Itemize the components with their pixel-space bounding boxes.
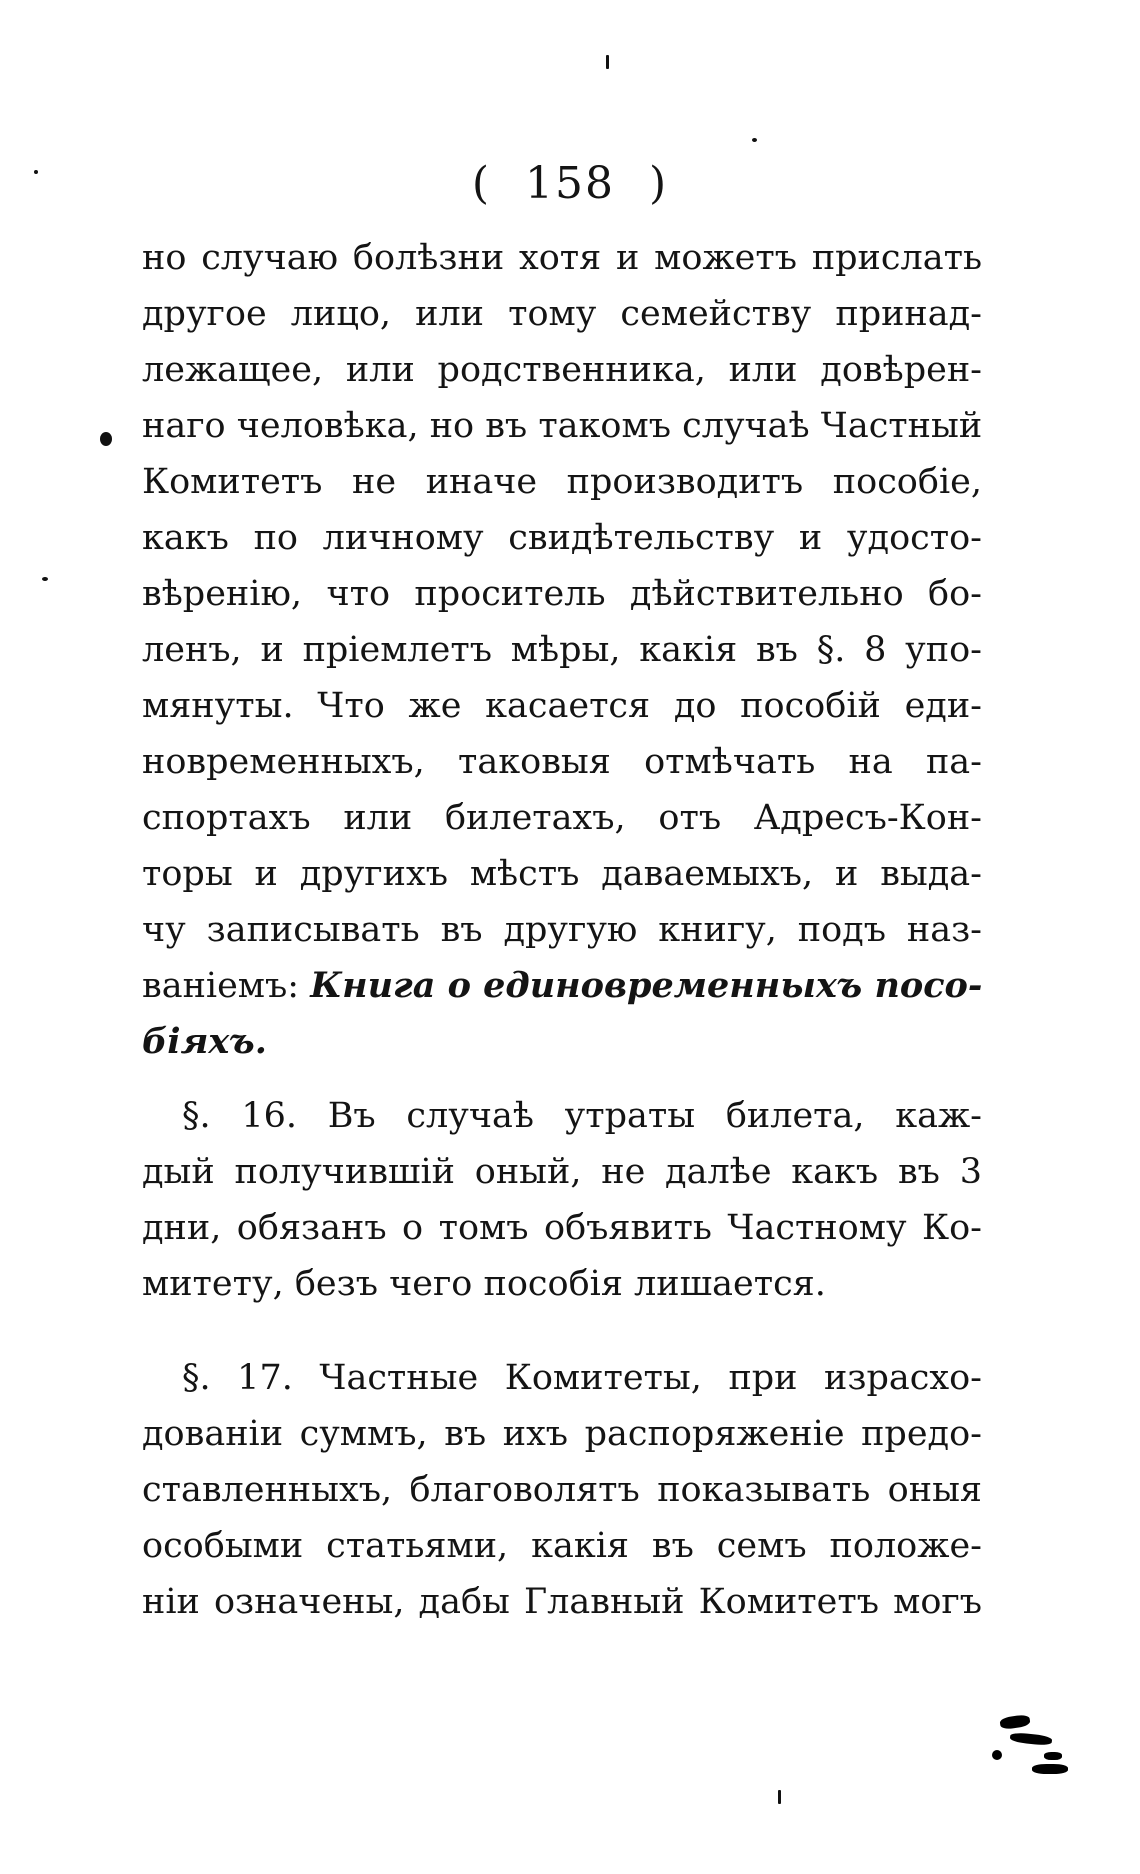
text-line: другое лицо, или тому семейству принад- [142, 294, 982, 334]
text-line: §. 16. Въ случаѣ утраты билета, каж- [182, 1096, 982, 1136]
text-line: новременныхъ, таковыя отмѣчать на па- [142, 742, 982, 782]
page-number: 158 [525, 158, 615, 209]
text-fragment: ваніемъ: [142, 966, 300, 1006]
text-line: наго человѣка, но въ такомъ случаѣ Частный [142, 406, 983, 446]
ink-smudge [992, 1750, 1002, 1760]
ink-smudge [1032, 1764, 1068, 1774]
text-line: §. 17. Частные Комитеты, при израсхо- [182, 1358, 982, 1398]
ink-smudge [1010, 1732, 1053, 1746]
text-line: лежащее, или родственника, или довѣрен- [142, 350, 982, 390]
open-paren: ( [471, 158, 491, 209]
text-line [142, 1014, 982, 1070]
ink-smudge [1044, 1752, 1062, 1760]
text-line: ленъ, и пріемлетъ мѣры, какія въ §. 8 упо- [142, 630, 982, 670]
ink-speck [42, 577, 48, 581]
text-line: но случаю болѣзни хотя и можетъ прислать [142, 238, 982, 278]
text-line: торы и другихъ мѣстъ даваемыхъ, и выда- [142, 854, 982, 894]
section-16-paragraph [142, 1088, 982, 1312]
page-header [0, 158, 1140, 209]
text-line: какъ по личному свидѣтельству и удосто- [142, 518, 982, 558]
ink-speck [778, 1790, 781, 1804]
text-line: вѣренію, что проситель дѣйствительно бо- [142, 574, 982, 614]
paragraph-continuation [142, 230, 982, 1070]
text-line: дни, обязанъ о томъ объявить Частному Ко- [142, 1208, 982, 1248]
text-line: ніи означены, дабы Главный Комитетъ могъ [142, 1582, 982, 1622]
book-title-italic-end: біяхъ. [142, 1021, 267, 1062]
text-line: спортахъ или билетахъ, отъ Адресъ-Кон- [142, 798, 982, 838]
text-line: мянуты. Что же касается до пособій еди- [142, 686, 982, 726]
ink-speck [100, 432, 112, 446]
text-line-with-title [142, 958, 982, 1014]
book-title-italic: Книга о единовременныхъ посо- [310, 965, 983, 1006]
ink-speck [752, 138, 757, 142]
text-line: Комитетъ не иначе производитъ пособіе, [142, 462, 982, 502]
section-17-paragraph [142, 1350, 982, 1630]
ink-smudge [999, 1714, 1030, 1730]
text-line: митету, безъ чего пособія лишается. [142, 1264, 826, 1304]
ink-speck [34, 170, 38, 174]
ink-speck [606, 55, 609, 69]
text-line: чу записывать въ другую книгу, подъ наз- [142, 910, 982, 950]
text-line: особыми статьями, какія въ семъ положе- [142, 1526, 982, 1566]
text-line: дый получившій оный, не далѣе какъ въ 3 [142, 1152, 982, 1192]
close-paren: ) [648, 158, 669, 209]
text-line: ставленныхъ, благоволятъ показывать оныя [142, 1470, 982, 1510]
text-line: дованіи суммъ, въ ихъ распоряженіе предо- [142, 1414, 982, 1454]
